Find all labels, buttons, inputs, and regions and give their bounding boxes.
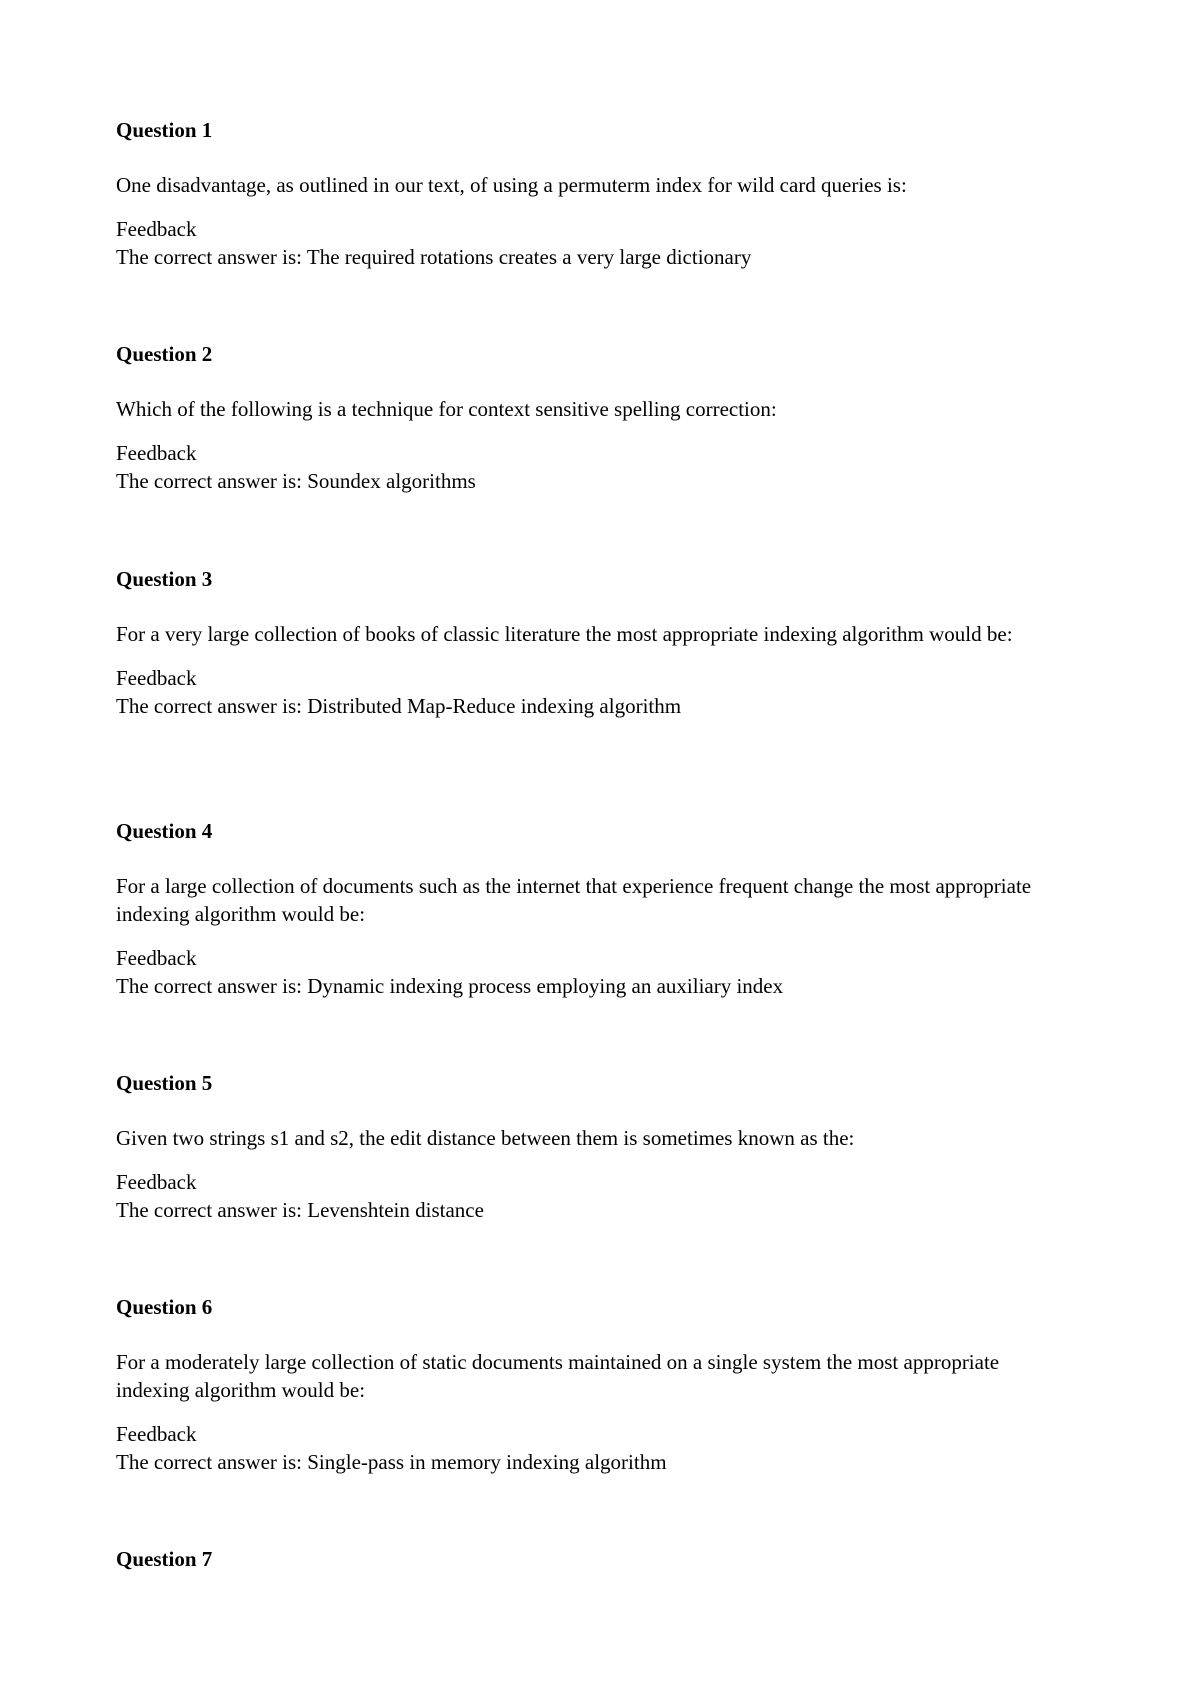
- question-text: One disadvantage, as outlined in our text, of using a permuterm index for wild card queries is:: [116, 173, 907, 197]
- correct-answer: The correct answer is: Distributed Map-Reduce indexing algorithm: [116, 694, 682, 718]
- correct-answer: The correct answer is: Dynamic indexing process employing an auxiliary index: [116, 974, 784, 998]
- question-title: Question 7: [116, 1547, 213, 1571]
- question-text: Given two strings s1 and s2, the edit distance between them is sometimes known as the:: [116, 1126, 855, 1150]
- feedback-label: Feedback: [116, 666, 197, 690]
- question-block-2: [116, 340, 1076, 495]
- question-block-5: [116, 1069, 1076, 1224]
- feedback-label: Feedback: [116, 946, 197, 970]
- question-title: Question 6: [116, 1295, 213, 1319]
- question-block-7: [116, 1545, 1076, 1573]
- feedback-label: Feedback: [116, 1422, 197, 1446]
- correct-answer: The correct answer is: The required rotations creates a very large dictionary: [116, 245, 752, 269]
- question-block-6: [116, 1293, 1076, 1476]
- question-text: For a very large collection of books of classic literature the most appropriate indexing algorithm would be:: [116, 622, 1013, 646]
- question-block-3: [116, 565, 1076, 720]
- question-block-4: [116, 817, 1076, 1000]
- feedback-label: Feedback: [116, 217, 197, 241]
- correct-answer: The correct answer is: Soundex algorithms: [116, 469, 476, 493]
- correct-answer: The correct answer is: Single-pass in memory indexing algorithm: [116, 1450, 667, 1474]
- question-title: Question 2: [116, 342, 213, 366]
- question-title: Question 4: [116, 819, 213, 843]
- question-title: Question 5: [116, 1071, 213, 1095]
- correct-answer: The correct answer is: Levenshtein distance: [116, 1198, 484, 1222]
- question-block-1: [116, 116, 1076, 271]
- feedback-label: Feedback: [116, 441, 197, 465]
- question-title: Question 3: [116, 567, 213, 591]
- feedback-label: Feedback: [116, 1170, 197, 1194]
- question-title: Question 1: [116, 118, 213, 142]
- question-text: For a moderately large collection of static documents maintained on a single system the most appropriate indexing algorithm would be:: [116, 1350, 1000, 1402]
- question-text: Which of the following is a technique for context sensitive spelling correction:: [116, 397, 777, 421]
- question-text: For a large collection of documents such as the internet that experience frequent change the most appropriate indexing algorithm would be:: [116, 874, 1032, 926]
